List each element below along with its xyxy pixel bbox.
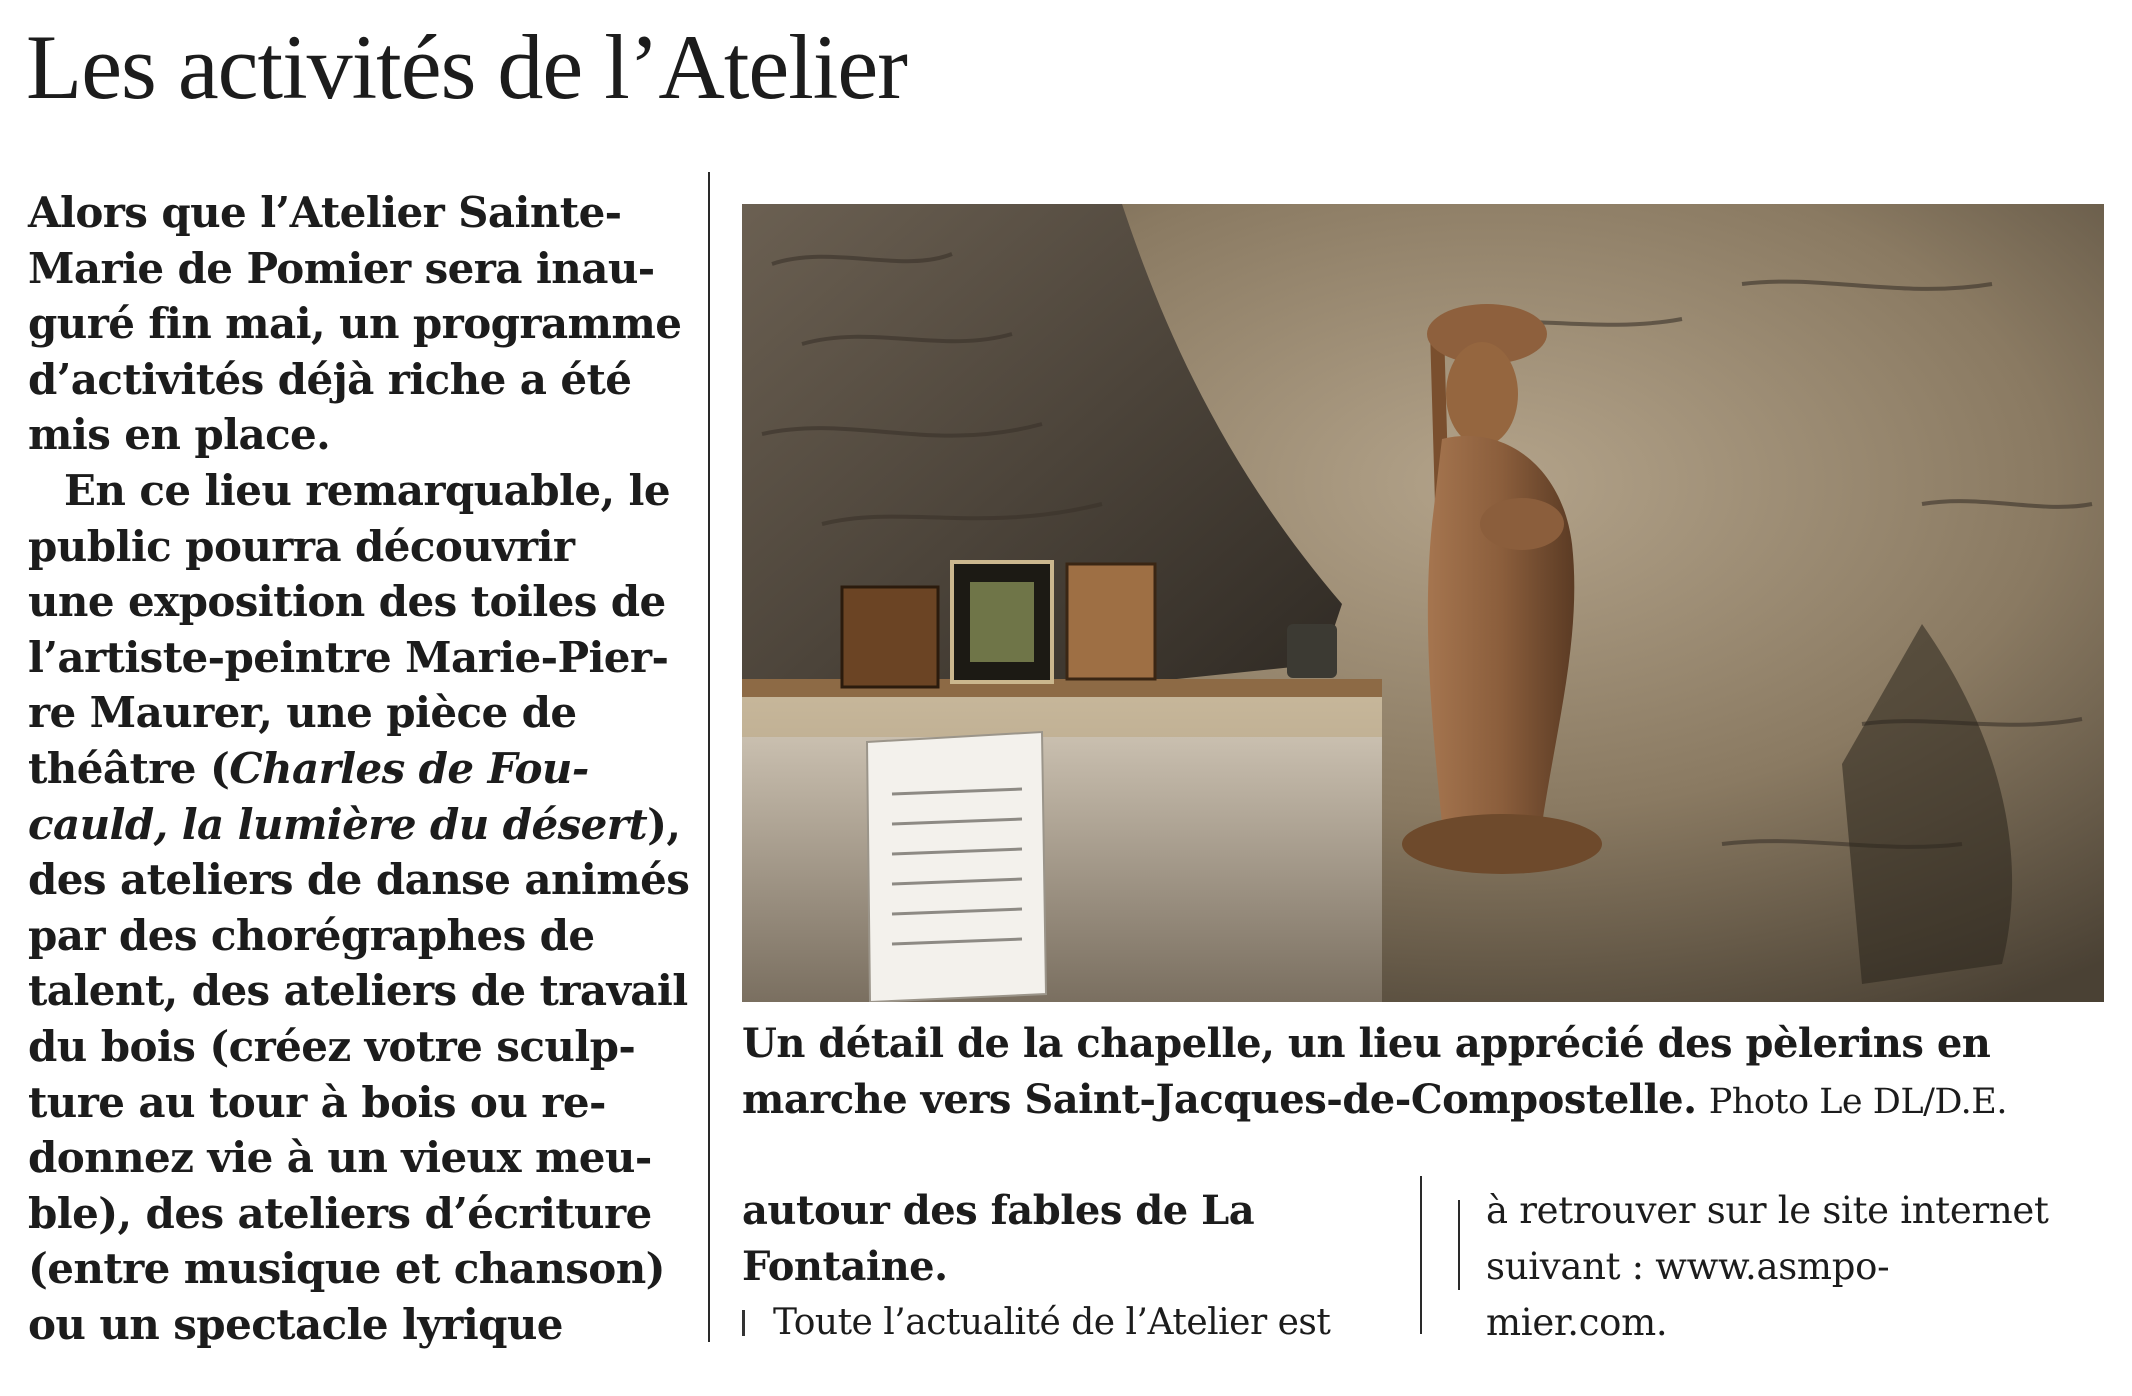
- column-divider-2: [1420, 1176, 1422, 1334]
- article-column-2: [742, 1183, 1402, 1351]
- body-line: autour des fables de La: [742, 1187, 1255, 1234]
- note-line: [742, 1295, 1402, 1351]
- body-line: public pourra découvrir: [28, 521, 575, 571]
- theatre-prefix: théâtre (: [28, 743, 230, 793]
- article-photo: [742, 204, 2104, 1002]
- body-line: des ateliers de danse animés: [28, 855, 690, 905]
- body-line: l’artiste-peintre Marie-Pier-: [28, 632, 669, 682]
- column-divider: [708, 172, 710, 1342]
- body-line: Fontaine.: [742, 1243, 948, 1290]
- note-text: Toute l’actualité de l’Atelier est: [773, 1302, 1331, 1343]
- body-line: Marie de Pomier sera inau-: [28, 243, 655, 293]
- body-line-theatre: [28, 741, 700, 797]
- body-line: donnez vie à un vieux meu-: [28, 1133, 652, 1183]
- column-divider-3: [1458, 1200, 1460, 1290]
- body-line: à retrouver sur le site internet: [1486, 1189, 2049, 1232]
- body-line: guré fin mai, un programme: [28, 299, 682, 349]
- article-headline: Les activités de l’Atelier: [26, 16, 907, 118]
- statue-base: [1402, 814, 1602, 874]
- article-column-3: [1486, 1183, 2126, 1351]
- body-line: Alors que l’Atelier Sainte-: [28, 188, 622, 237]
- caption-line-2-text: marche vers Saint-Jacques-de-Compostelle.: [742, 1076, 1697, 1123]
- body-line: ture au tour à bois ou re-: [28, 1077, 606, 1127]
- body-line: du bois (créez votre sculp-: [28, 1021, 636, 1071]
- body-line: suivant : www.asmpo-: [1486, 1245, 1890, 1288]
- play-suffix: ),: [647, 799, 681, 849]
- sheet-music: [867, 732, 1046, 1002]
- photo-caption: [742, 1016, 2112, 1130]
- body-line: une exposition des toiles de: [28, 577, 666, 627]
- pilgrim-head: [1446, 342, 1518, 446]
- wooden-shelf: [742, 679, 1382, 697]
- body-line: re Maurer, une pièce de: [28, 688, 577, 738]
- candle-jar: [1287, 624, 1337, 678]
- body-line-play: [28, 797, 700, 853]
- play-title-part-2: cauld, la lumière du désert: [28, 799, 648, 849]
- article-column-1: [28, 185, 700, 1352]
- body-line: par des chorégraphes de: [28, 910, 595, 960]
- body-line: ou un spectacle lyrique: [28, 1299, 563, 1349]
- icon-frame-right: [1067, 564, 1155, 679]
- body-line: ble), des ateliers d’écriture: [28, 1188, 652, 1238]
- chapel-photo-illustration: [742, 204, 2104, 1002]
- caption-line-1: Un détail de la chapelle, un lieu apprécié des pèlerins en: [742, 1020, 1991, 1067]
- body-line: (entre musique et chanson): [28, 1244, 665, 1294]
- body-line: mier.com.: [1486, 1301, 1668, 1344]
- body-line: En ce lieu remarquable, le: [64, 465, 670, 515]
- play-title-part-1: Charles de Fou-: [229, 743, 589, 793]
- photo-credit: Photo Le DL/D.E.: [1708, 1082, 2007, 1122]
- body-line: talent, des ateliers de travail: [28, 966, 688, 1016]
- icon-frame-left: [842, 587, 938, 687]
- caption-line-2: [742, 1072, 2112, 1130]
- note-marker: [742, 1310, 745, 1336]
- body-line: d’activités déjà riche a été: [28, 354, 632, 404]
- body-line: mis en place.: [28, 410, 331, 460]
